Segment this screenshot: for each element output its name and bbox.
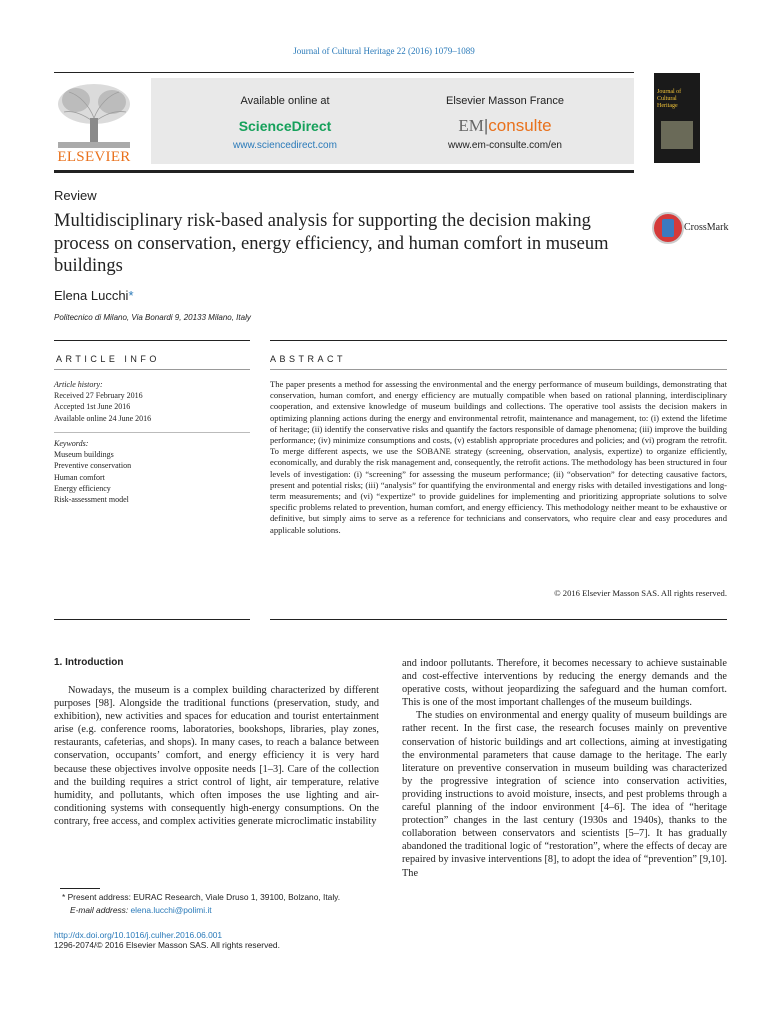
footnote-email: [70, 905, 212, 915]
em-consulte-link[interactable]: www.em-consulte.com/en: [448, 140, 562, 151]
history-label: Article history:: [54, 380, 103, 389]
crossmark-icon: [652, 212, 684, 244]
article-info-heading: ARTICLE INFO: [56, 354, 160, 364]
email-link[interactable]: elena.lucchi@polimi.it: [130, 905, 212, 915]
right-column: [402, 657, 727, 880]
author-footnote-mark[interactable]: *: [128, 288, 134, 303]
em-publisher-label: Elsevier Masson France: [446, 95, 564, 107]
author-text: Elena Lucchi: [54, 288, 129, 303]
journal-reference[interactable]: Journal of Cultural Heritage 22 (2016) 1079–1089: [293, 46, 475, 56]
article-history: [54, 379, 254, 424]
cover-title: Journal of Cultural Heritage: [657, 89, 682, 109]
keywords-label: Keywords:: [54, 439, 89, 448]
info-bottom-rule: [54, 619, 250, 620]
abstract-bottom-rule: [270, 619, 727, 620]
sciencedirect-logo[interactable]: ScienceDirect: [238, 118, 332, 134]
affiliation: Politecnico di Milano, Via Bonardi 9, 20133 Milano, Italy: [54, 313, 251, 322]
section-label: Review: [54, 188, 97, 203]
abstract-top-rule: [270, 340, 727, 341]
keyword-item: Energy efficiency: [54, 483, 111, 493]
keyword-item: Human comfort: [54, 472, 105, 482]
footnote-rule: [60, 888, 100, 889]
keyword-item: Preventive conservation: [54, 461, 132, 471]
body-paragraph: and indoor pollutants. Therefore, it becomes necessary to achieve sustainable and cost-effective interventions by reducing the energy demands and the operative costs, without jeopardizing the safeguard and the human comfort. This is one of the most important challenges of the museum buildings.: [402, 658, 727, 709]
em-logo-divider: |: [483, 116, 489, 135]
author-name: [54, 288, 134, 303]
body-paragraph: Nowadays, the museum is a complex building characterized by different purposes [98]. Alongside the traditional functions (preservation, study, and exhibition), new activities and spaces for education and tourist entertainment arise (e.g. conference rooms, laboratories, bookshops, libraries, play zones, restaurants, cafeterias, and shops). In many cases, to reach a balance between conservation, occupants’ comfort, and energy efficiency it is very hard because these objectives involve opposite needs [1–3]. Care of the collection and the building requires a strict control of light, air temperature, relative humidity, and pollutants, which often imposes the use lighting and air-conditioning systems with consequently high-energy consumptions. On the contrary, free access, and complex activities generate microclimatic instability: [54, 685, 379, 827]
history-accepted: Accepted 1st June 2016: [54, 402, 131, 412]
em-logo-consulte: consulte: [488, 116, 552, 135]
footnote-present-address: * Present address: EURAC Research, Viale Druso 1, 39100, Bolzano, Italy.: [62, 892, 341, 902]
doi-link[interactable]: http://dx.doi.org/10.1016/j.culher.2016.06.001: [54, 930, 223, 940]
email-label: E-mail address:: [70, 905, 129, 915]
keywords: [54, 438, 254, 505]
section-heading-introduction: 1. Introduction: [54, 657, 124, 668]
em-consulte-logo[interactable]: [420, 116, 590, 136]
history-received: Received 27 February 2016: [54, 391, 143, 401]
body-paragraph: The studies on environmental and energy quality of museum buildings are rather recent. In the first case, the research focuses mainly on preventive conservation of historic buildings and art collections, aiming at investigating the environmental parameters that cause damage to the heritage. The early literature on preventive conservation in museum building was characterized by the progressive integration of science into conservation activities, providing instructions to avoid moisture, insects, and pest problems through a careful planning of the indoor environment [4–6]. The idea of “heritage protection” changes in the last century (1930s and 1940s), thanks to the collaboration between conservators and scientists [5–7]. It has gradually abandoned the traditional logic of “restoration”, where the effects of decay are repaired by invasive interventions [8], to adopt the idea of “prevention” [9,10]. The: [402, 710, 727, 879]
crossmark-badge[interactable]: [652, 212, 732, 246]
journal-cover-thumbnail[interactable]: [654, 73, 700, 163]
history-online: Available online 24 June 2016: [54, 413, 152, 423]
article-title: Multidisciplinary risk-based analysis for supporting the decision making process on conservation, energy efficiency, and human comfort in museum buildings: [54, 211, 609, 276]
keyword-item: Risk-assessment model: [54, 495, 129, 505]
issn-copyright: 1296-2074/© 2016 Elsevier Masson SAS. All rights reserved.: [54, 940, 280, 950]
em-logo-em: EM: [458, 116, 484, 135]
sciencedirect-link[interactable]: www.sciencedirect.com: [233, 140, 337, 151]
abstract-text: The paper presents a method for assessing the environmental and the energy performance of museum buildings, demonstrating that conservation, human comfort, and energy efficiency are mutually compatible when based on rational planning, interdisciplinary cooperation, and extensive knowledge of museum buildings and collections. The operative tool assists the decision makers in optimizing planning actions during the energy and environmental retrofit, maintenance and management, to: (i) extend the lifetime of heritage; (ii) identify the conservative risks and quantify the factors responsible of damage phenomena; (iii) improve the building performance; (iv) minimize consumptions and costs, (v) establish appropriate procedures and policies; and (vi) program the retrofit. To merge different aspects, we use the SOBANE strategy (screening, observation, analysis, expertize) to organize efficiently, economically, and durably the risk management and, consequently, the retrofit actions. The methodology has been structured in four levels of investigation: (i) “screening” for assessing the museum performance; (ii) “observation” for detecting causative factors, present and potential risks; (iii) “analysis” for quantifying the environmental and energy risks with detailed investigations and long-term measurements; and (vi) “expertize” to provide guidelines for implementing and prioritizing appropriate solutions to solve specific problems related to prevention, human comfort, and energy efficiency. This methodology neither meant to be exhaustive or definitive, but simply aims to serve as a reference for technicians and conservators, who require clear and easy procedures and applicable solutions.: [270, 379, 727, 535]
info-sub-rule: [54, 369, 250, 370]
elsevier-wordmark: ELSEVIER: [57, 149, 131, 165]
abstract-heading: ABSTRACT: [270, 354, 347, 364]
available-online-label: Available online at: [240, 95, 330, 107]
left-column: [54, 684, 379, 828]
elsevier-tree-logo: [54, 80, 134, 150]
history-divider: [54, 432, 250, 433]
keyword-item: Museum buildings: [54, 450, 114, 460]
info-top-rule: [54, 340, 250, 341]
abstract-copyright: © 2016 Elsevier Masson SAS. All rights reserved.: [554, 588, 727, 598]
abstract-sub-rule: [270, 369, 727, 370]
header-thick-rule: [54, 170, 634, 173]
cover-image: [661, 121, 693, 149]
crossmark-label: CrossMark: [684, 222, 729, 233]
top-rule: [54, 72, 634, 73]
